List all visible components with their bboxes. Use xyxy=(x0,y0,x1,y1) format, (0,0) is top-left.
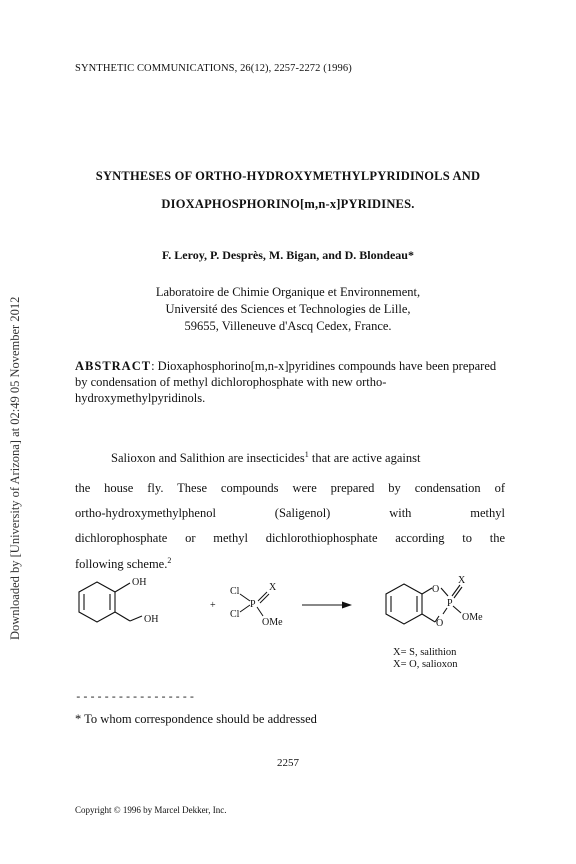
ome-label: OMe xyxy=(262,617,283,628)
download-watermark: Downloaded by [University of Arizona] at 02:49 05 November 2012 xyxy=(8,296,22,640)
cl-label-1: Cl xyxy=(230,586,240,597)
body-line-3: ortho-hydroxymethylphenol (Saligenol) with methyl xyxy=(75,506,505,520)
copyright-notice: Copyright © 1996 by Marcel Dekker, Inc. xyxy=(75,805,227,815)
product-x-label: X xyxy=(458,575,466,586)
abstract-label: ABSTRACT xyxy=(75,359,152,373)
ring-oxygen-bottom: O xyxy=(436,618,444,629)
correspondence-footnote: * To whom correspondence should be addressed xyxy=(75,712,317,726)
body-line-5-text: following scheme. xyxy=(75,557,168,571)
journal-header: SYNTHETIC COMMUNICATIONS, 26(12), 2257-2272 (1996) xyxy=(75,63,352,74)
author-list: F. Leroy, P. Desprès, M. Bigan, and D. Blondeau* xyxy=(162,248,414,262)
plus-sign: + xyxy=(210,600,216,611)
footnote-separator: ----------------- xyxy=(75,692,196,704)
body-line-2: the house fly. These compounds were prepared by condensation of xyxy=(75,481,505,495)
body-line-1-text-a: Salioxon and Salithion are insecticides xyxy=(111,451,305,465)
scheme-caption-1: X= S, salithion xyxy=(393,647,457,658)
affiliation-line-3: 59655, Villeneuve d'Ascq Cedex, France. xyxy=(184,319,392,333)
affiliation-line-2: Université des Sciences et Technologies de Lille, xyxy=(165,302,411,316)
ring-oxygen-top: O xyxy=(432,584,440,595)
reference-2: 2 xyxy=(167,556,172,565)
product-p-label: P xyxy=(447,598,453,609)
reference-1: 1 xyxy=(304,450,309,459)
product-ome-label: OMe xyxy=(462,612,483,623)
x-label: X xyxy=(269,582,277,593)
body-line-1-text-b: that are active against xyxy=(308,451,421,465)
oh-side-label: OH xyxy=(144,614,159,625)
saligenol-structure xyxy=(79,582,142,622)
reaction-scheme xyxy=(70,572,510,650)
abstract-text: : Dioxaphosphorino[m,n-x]pyridines compounds have been prepared by condensation of methyl dichlorophosphate with new ortho-hydroxymethylpyridinols. xyxy=(75,359,497,405)
abstract xyxy=(75,358,505,406)
body-line-1 xyxy=(75,450,505,466)
affiliation-line-1: Laboratoire de Chimie Organique et Environnement, xyxy=(155,285,421,299)
reaction-arrow xyxy=(302,602,352,609)
body-line-4: dichlorophosphate or methyl dichlorothiophosphate according to the xyxy=(75,531,505,545)
scheme-caption-2: X= O, salioxon xyxy=(393,659,458,670)
body-line-5 xyxy=(75,556,505,572)
cl-label-2: Cl xyxy=(230,609,240,620)
page-number: 2257 xyxy=(277,757,299,769)
p-label: P xyxy=(250,599,256,610)
title-line-2: DIOXAPHOSPHORINO[m,n-x]PYRIDINES. xyxy=(161,197,415,211)
oh-top-label: OH xyxy=(132,577,147,588)
title-line-1: SYNTHESES OF ORTHO-HYDROXYMETHYLPYRIDINOLS AND xyxy=(95,169,481,183)
